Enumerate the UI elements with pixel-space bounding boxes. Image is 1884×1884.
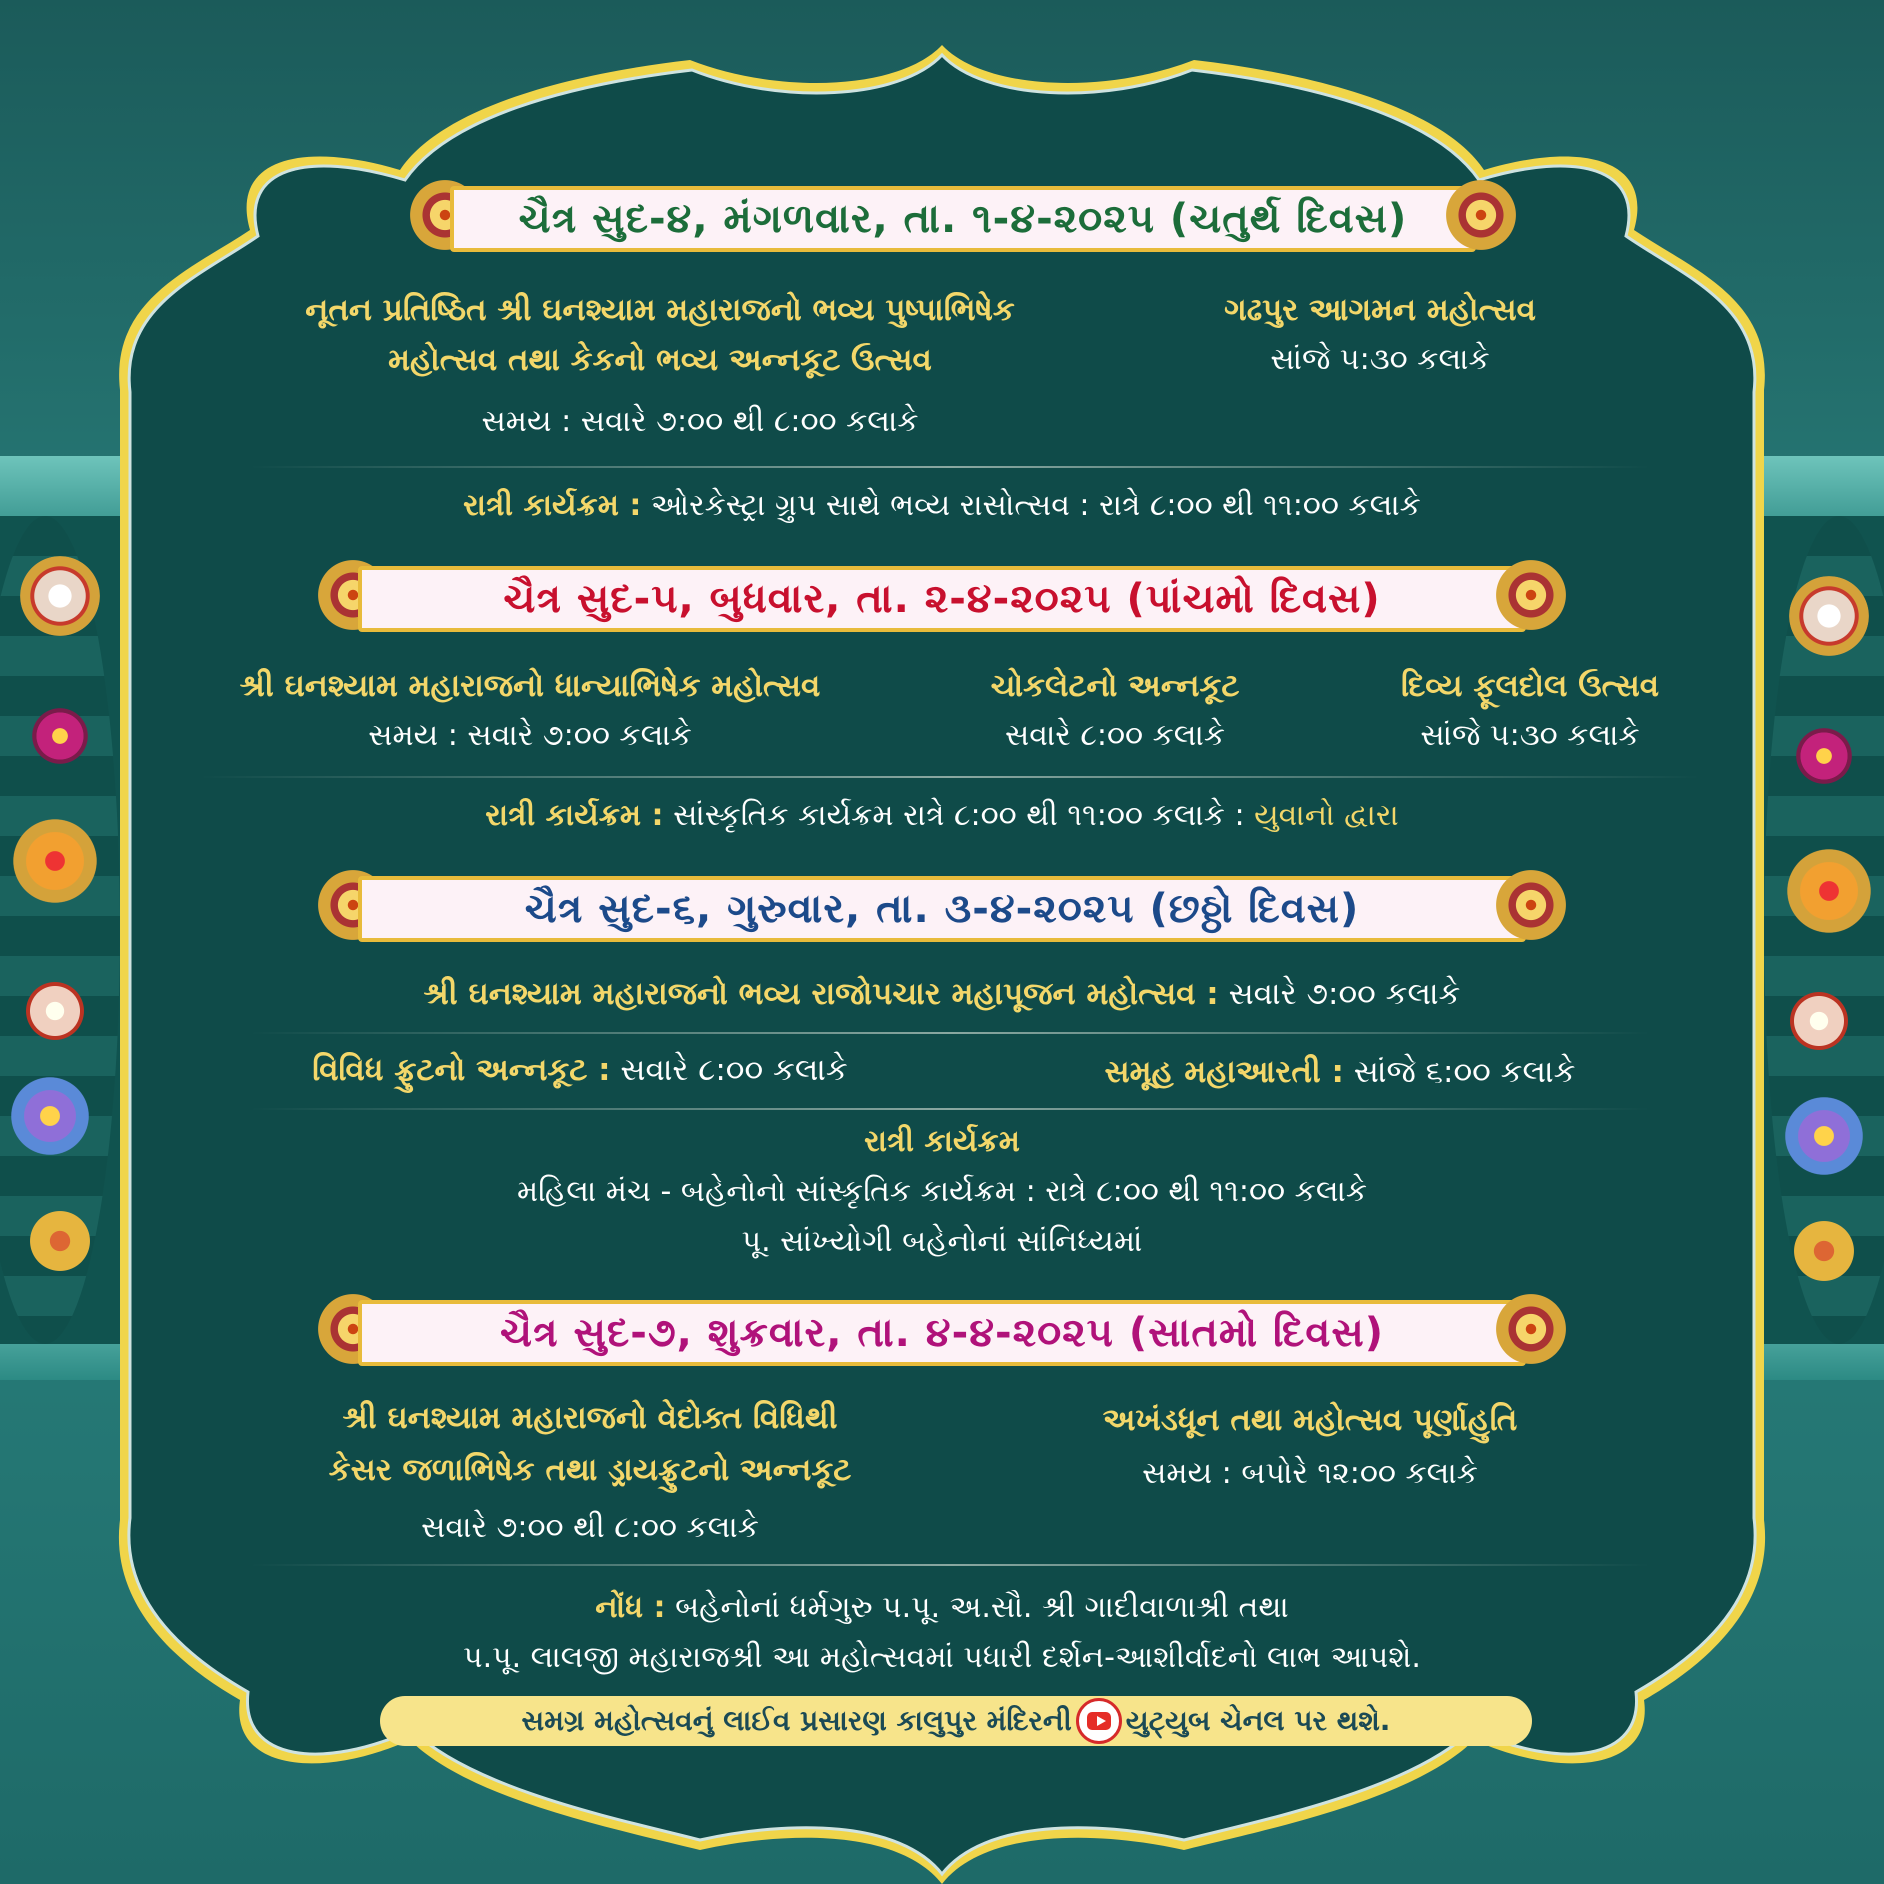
day6-night-line1: મહિલા મંચ - બહેનોનો સાંસ્કૃતિક કાર્યક્રમ : રાત્રે ૮:૦૦ થી ૧૧:૦૦ કલાકે	[516, 1174, 1368, 1209]
day6-night-label: રાત્રી કાર્યક્રમ	[864, 1124, 1020, 1159]
note-line1	[150, 1590, 1734, 1625]
day7-event1-line1: શ્રી ઘનશ્યામ મહારાજનો વેદોક્ત વિધિથી	[342, 1400, 838, 1436]
day5-night-program	[150, 798, 1734, 833]
note-label: નોંધ :	[595, 1590, 666, 1625]
day6-event3-title: સમૂહ મહાઆરતી :	[1104, 1054, 1344, 1090]
day7-event2-time: સમય : બપોરે ૧૨:૦૦ કલાકે	[1142, 1456, 1478, 1491]
day4-event1-line2: મહોત્સવ તથા કેકનો ભવ્ય અન્નકૂટ ઉત્સવ	[388, 342, 932, 378]
day6-header-text: ચૈત્ર સુદ-૬, ગુરુવાર, તા. ૩-૪-૨૦૨૫ (છઠ્ઠો દિવસ)	[358, 876, 1526, 942]
live-stream-banner	[380, 1696, 1532, 1746]
day6-night-line2: પૂ. સાંખ્યોગી બહેનોનાં સાંનિધ્યમાં	[741, 1224, 1143, 1259]
live-text-before: સમગ્ર મહોત્સવનું લાઈવ પ્રસારણ કાલુપુર મંદિરની	[521, 1704, 1072, 1737]
day4-event1-line1: નૂતન પ્રતિષ્ઠિત શ્રી ઘનશ્યામ મહારાજનો ભવ્ય પુષ્પાભિષેક	[305, 292, 1015, 328]
day4-header-text: ચૈત્ર સુદ-૪, મંગળવાર, તા. ૧-૪-૨૦૨૫ (ચતુર્થ દિવસ)	[450, 186, 1476, 252]
day5-event1-title: શ્રી ઘનશ્યામ મહારાજનો ધાન્યાભિષેક મહોત્સવ	[239, 668, 821, 704]
day7-event1-line2: કેસર જળાભિષેક તથા ડ્રાયફ્રુટનો અન્નકૂટ	[328, 1452, 852, 1488]
day6-event2-title: વિવિધ ફ્રુટનો અન્નકૂટ :	[312, 1052, 611, 1088]
divider	[200, 776, 1700, 778]
day6-event2	[220, 1052, 940, 1089]
divider	[250, 1564, 1650, 1566]
ornament-icon	[1496, 870, 1566, 940]
divider	[250, 1032, 1650, 1034]
night-label: રાત્રી કાર્યક્રમ :	[463, 488, 642, 523]
day5-event2-time: સવારે ૮:૦૦ કલાકે	[1004, 718, 1226, 753]
day6-event1	[150, 976, 1734, 1013]
day5-event2-title: ચોકલેટનો અન્નકૂટ	[990, 668, 1240, 704]
live-text-after: યુટ્યુબ ચેનલ પર થશે.	[1125, 1704, 1391, 1737]
divider	[250, 466, 1650, 468]
ornament-icon	[1446, 180, 1516, 250]
divider	[250, 1108, 1650, 1110]
day7-event2-title: અખંડધૂન તથા મહોત્સવ પૂર્ણાહુતિ	[1102, 1402, 1518, 1438]
day4-event2-time: સાંજે ૫:૩૦ કલાકે	[1270, 342, 1490, 377]
day5-header	[318, 560, 1566, 630]
day5-event1-time: સમય : સવારે ૭:૦૦ કલાકે	[368, 718, 692, 753]
day4-event1-time: સમય : સવારે ૭:૦૦ થી ૮:૦૦ કલાકે	[481, 404, 919, 439]
youtube-icon	[1076, 1698, 1122, 1744]
day4-header	[410, 180, 1516, 250]
day5-event3-title: દિવ્ય ફૂલદોલ ઉત્સવ	[1400, 668, 1660, 704]
note-text-1: બહેનોનાં ધર્મગુરુ પ.પૂ. અ.સૌ. શ્રી ગાદીવાળાશ્રી તથા	[675, 1590, 1289, 1625]
day6-header	[318, 870, 1566, 940]
day7-header	[318, 1294, 1566, 1364]
day5-event3-time: સાંજે ૫:૩૦ કલાકે	[1420, 718, 1640, 753]
day6-event2-time: સવારે ૮:૦૦ કલાકે	[620, 1052, 848, 1088]
day6-event3	[1010, 1054, 1670, 1091]
day6-event1-time: સવારે ૭:૦૦ કલાકે	[1228, 976, 1461, 1012]
day5-header-text: ચૈત્ર સુદ-૫, બુધવાર, તા. ૨-૪-૨૦૨૫ (પાંચમો દિવસ)	[358, 566, 1526, 632]
note-line2: પ.પૂ. લાલજી મહારાજશ્રી આ મહોત્સવમાં પધારી દર્શન-આશીર્વાદનો લાભ આપશે.	[463, 1640, 1421, 1675]
ornament-icon	[1496, 560, 1566, 630]
day6-event1-title: શ્રી ઘનશ્યામ મહારાજનો ભવ્ય રાજોપચાર મહાપૂજન મહોત્સવ :	[423, 976, 1219, 1012]
night-text: ઓરકેસ્ટ્રા ગ્રુપ સાથે ભવ્ય રાસોત્સવ : રાત્રે ૮:૦૦ થી ૧૧:૦૦ કલાકે	[650, 488, 1421, 523]
day4-event2-title: ગઢપુર આગમન મહોત્સવ	[1224, 292, 1536, 328]
night-by: યુવાનો દ્વારા	[1254, 798, 1399, 833]
night-label: રાત્રી કાર્યક્રમ :	[485, 798, 664, 833]
day4-night-program	[150, 488, 1734, 523]
day7-event1-time: સવારે ૭:૦૦ થી ૮:૦૦ કલાકે	[421, 1510, 759, 1545]
day7-header-text: ચૈત્ર સુદ-૭, શુક્રવાર, તા. ૪-૪-૨૦૨૫ (સાતમો દિવસ)	[358, 1300, 1526, 1366]
day6-event3-time: સાંજે ૬:૦૦ કલાકે	[1353, 1054, 1576, 1090]
ornament-icon	[1496, 1294, 1566, 1364]
night-text: સાંસ્કૃતિક કાર્યક્રમ રાત્રે ૮:૦૦ થી ૧૧:૦૦ કલાકે :	[673, 798, 1245, 833]
